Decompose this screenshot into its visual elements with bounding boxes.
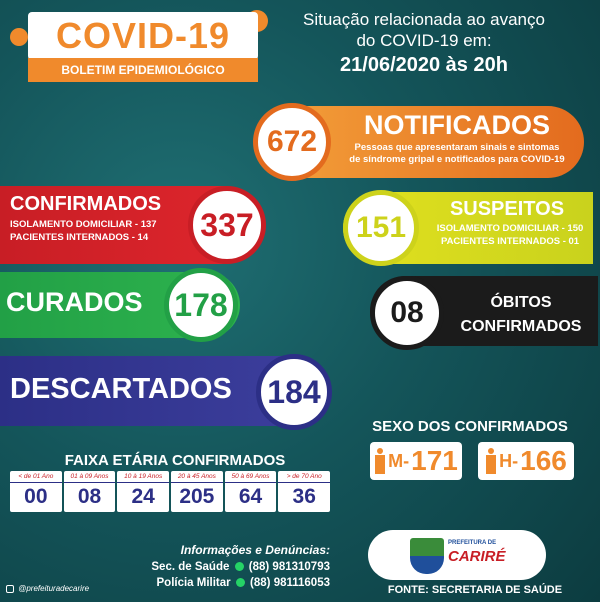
obitos-title-line-2: CONFIRMADOS <box>460 318 582 335</box>
faixa-range: > de 70 Ano <box>278 471 330 483</box>
sexo-m-value: 171 <box>411 445 458 476</box>
curados-value: 178 <box>164 268 238 342</box>
suspeitos-title: SUSPEITOS <box>449 198 565 220</box>
faixa-title: FAIXA ETÁRIA CONFIRMADOS <box>64 452 286 469</box>
suspeitos-value: 151 <box>343 190 419 266</box>
logo-small-text: PREFEITURA DE <box>448 540 497 546</box>
faixa-value: 24 <box>131 485 155 508</box>
sexo-masculino <box>370 442 462 480</box>
faixa-table <box>10 471 330 512</box>
policia-phone[interactable]: (88) 981116053 <box>250 577 330 589</box>
faixa-value: 64 <box>238 485 263 508</box>
sexo-h-label: H- <box>499 450 519 471</box>
descartados-title: DESCARTADOS <box>10 373 232 405</box>
obitos-title-line-1: ÓBITOS <box>490 294 552 311</box>
sexo-homem <box>478 442 574 480</box>
situation-date: 21/06/2020 às 20h <box>340 54 508 76</box>
faixa-range: 10 à 19 Anos <box>117 471 169 483</box>
page-title: COVID-19 <box>55 15 231 56</box>
suspeitos-details <box>422 222 598 248</box>
situation-line-2: do COVID-19 em: <box>356 31 492 50</box>
notificados-description <box>330 142 584 166</box>
confirmados-isolamento: ISOLAMENTO DOMICILIAR - 137 <box>10 219 157 230</box>
suspeitos-isolamento: ISOLAMENTO DOMICILIAR - 150 <box>436 223 584 234</box>
subtitle-box <box>28 58 258 82</box>
confirmados-details <box>10 218 195 244</box>
sexo-m-label: M- <box>388 450 410 471</box>
faixa-cell <box>117 471 169 512</box>
instagram-handle[interactable] <box>6 584 89 593</box>
situation-line-1: Situação relacionada ao avanço <box>303 10 545 29</box>
faixa-cell <box>225 471 277 512</box>
whatsapp-icon <box>235 562 244 571</box>
fonte-text: FONTE: SECRETARIA DE SAÚDE <box>387 584 563 596</box>
faixa-range: 01 à 09 Anos <box>64 471 116 483</box>
notificados-title: NOTIFICADOS <box>364 110 550 140</box>
instagram-text: @prefeituradecarire <box>18 584 90 593</box>
logo-name: CARIRÉ <box>448 548 506 565</box>
faixa-cell <box>171 471 223 512</box>
info-title: Informações e Denúncias: <box>180 543 330 557</box>
saude-contact <box>120 561 330 573</box>
notificados-value: 672 <box>253 103 331 181</box>
confirmados-internados: PACIENTES INTERNADOS - 14 <box>10 232 149 243</box>
faixa-value: 36 <box>292 485 316 508</box>
prefeitura-logo <box>368 530 546 580</box>
faixa-cell <box>64 471 116 512</box>
faixa-value: 08 <box>77 485 102 508</box>
emblem-icon <box>410 538 444 574</box>
notificados-desc-line-2: de síndrome gripal e notificados para COVID-19 <box>349 154 565 165</box>
confirmados-value: 337 <box>188 186 266 264</box>
saude-label: Sec. de Saúde <box>151 561 230 573</box>
descartados-value: 184 <box>256 354 332 430</box>
notificados-desc-line-1: Pessoas que apresentaram sinais e sintomas <box>354 142 560 153</box>
confirmados-title: CONFIRMADOS <box>10 193 162 215</box>
person-icon <box>374 448 386 474</box>
faixa-range: 50 à 69 Anos <box>225 471 277 483</box>
obitos-value: 08 <box>370 276 444 350</box>
saude-phone[interactable]: (88) 981310793 <box>248 561 330 573</box>
person-icon <box>485 448 497 474</box>
policia-label: Polícia Militar <box>156 577 231 589</box>
policia-contact <box>120 577 330 589</box>
faixa-value: 00 <box>24 485 48 508</box>
faixa-cell <box>10 471 62 512</box>
page-subtitle: BOLETIM EPIDEMIOLÓGICO <box>61 63 225 77</box>
title-box <box>28 12 258 60</box>
sexo-h-value: 166 <box>520 445 567 476</box>
obitos-title <box>446 291 596 339</box>
instagram-icon <box>6 585 14 593</box>
curados-title: CURADOS <box>6 287 143 317</box>
faixa-cell <box>278 471 330 512</box>
whatsapp-icon <box>236 578 245 587</box>
sexo-title: SEXO DOS CONFIRMADOS <box>372 418 568 435</box>
faixa-range: < de 01 Ano <box>10 471 62 483</box>
faixa-value: 205 <box>179 485 215 508</box>
faixa-range: 20 à 45 Anos <box>171 471 223 483</box>
suspeitos-internados: PACIENTES INTERNADOS - 01 <box>440 236 580 247</box>
